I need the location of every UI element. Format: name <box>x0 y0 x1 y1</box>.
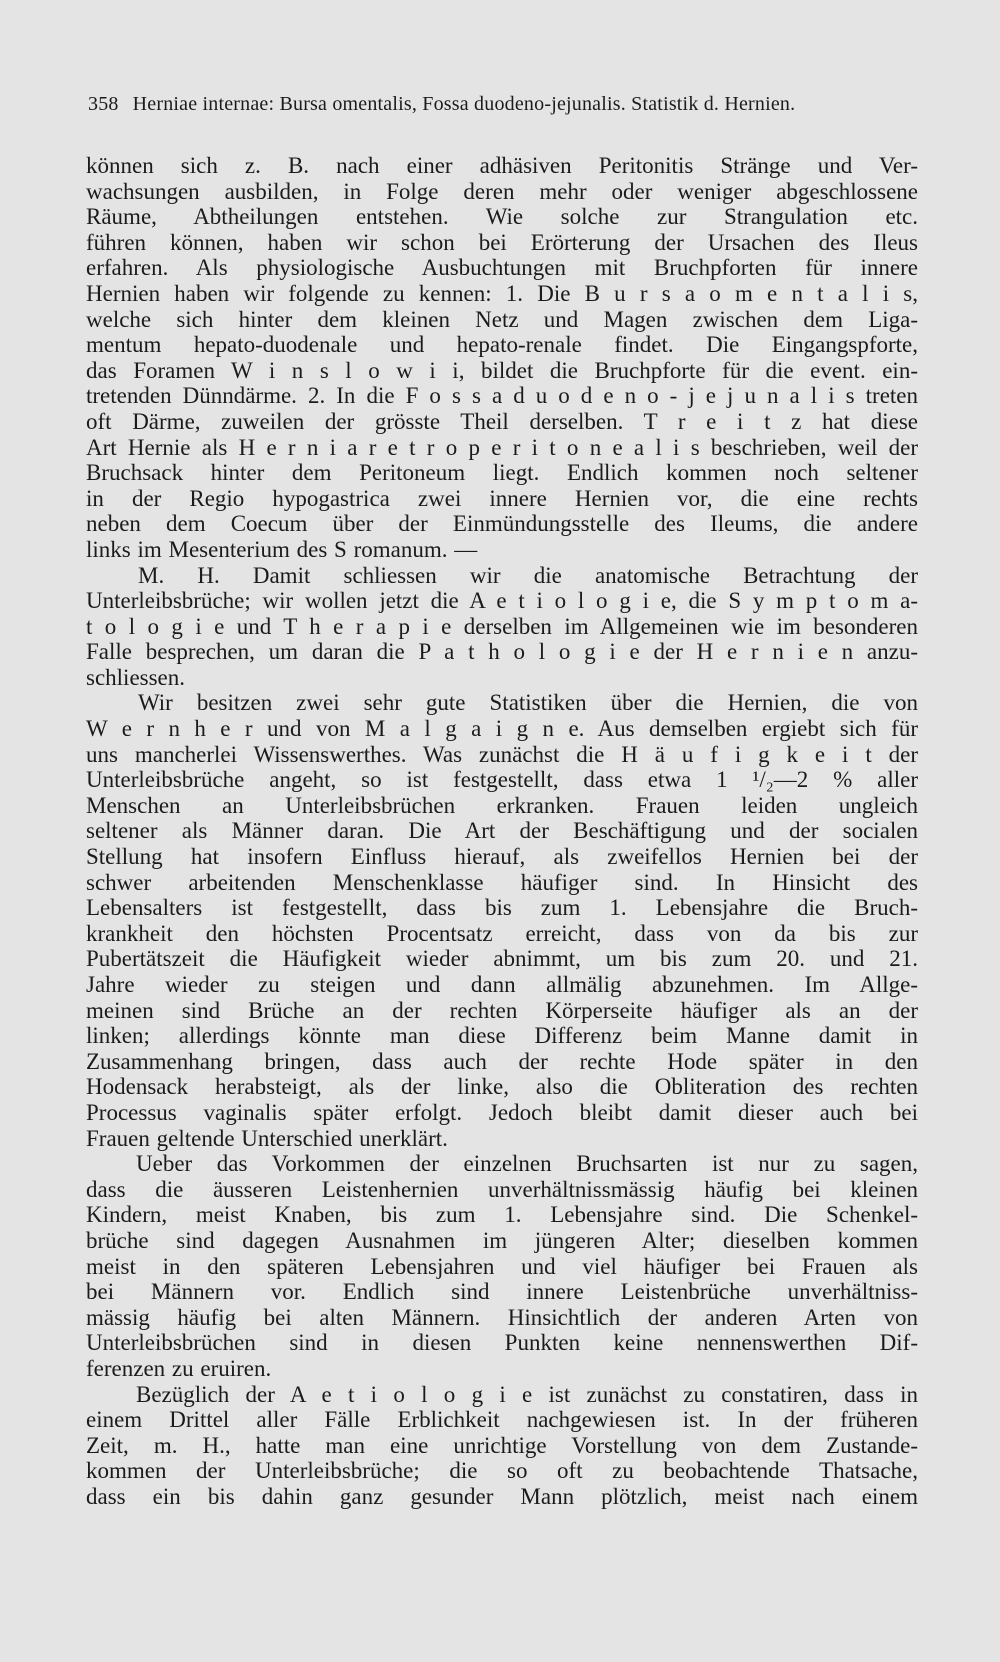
page-number: 358 <box>88 93 119 115</box>
text-line: Jahre wieder zu steigen und dann allmälig abzunehmen. Im Allge- <box>86 972 918 997</box>
text-line: uns mancherlei Wissenswerthes. Was zunächst die H ä u f i g k e i t der <box>86 741 918 767</box>
text-line: Ueber das Vorkommen der einzelnen Bruchsarten ist nur zu sagen, <box>136 1151 918 1177</box>
text-line: neben dem Coecum über der Einmündungsstelle des Ileums, die andere <box>86 511 918 537</box>
text-line: Lebensalters ist festgestellt, dass bis zum 1. Lebensjahre die Bruch- <box>86 895 918 921</box>
text-line: schliessen. <box>86 664 186 690</box>
text-line: Processus vaginalis später erfolgt. Jedoch bleibt damit dieser auch bei <box>86 1099 918 1125</box>
text-line: meinen sind Brüche an der rechten Körperseite häufiger als an der <box>86 997 918 1023</box>
text-line: ferenzen zu eruiren. <box>86 1355 272 1381</box>
text-line: Art Hernie als H e r n i a r e t r o p e r i t o n e a l i s beschrieben, weil der <box>86 434 918 460</box>
text-line: W e r n h e r und von M a l g a i g n e. Aus demselben ergiebt sich für <box>86 716 918 742</box>
text-line: Pubertätszeit die Häufigkeit wieder abnimmt, um bis zum 20. und 21. <box>86 946 918 972</box>
text-line: Räume, Abtheilungen entstehen. Wie solche zur Strangulation etc. <box>86 204 918 230</box>
text-line: welche sich hinter dem kleinen Netz und Magen zwischen dem Liga- <box>86 306 918 332</box>
text-line: in der Regio hypogastrica zwei innere Hernien vor, die eine rechts <box>86 485 918 511</box>
text-line: kommen der Unterleibsbrüche; die so oft zu beobachtende Thatsache, <box>86 1458 918 1484</box>
text-line: Wir besitzen zwei sehr gute Statistiken über die Hernien, die von <box>138 690 918 716</box>
text-line: mentum hepato-duodenale und hepato-renale findet. Die Eingangspforte, <box>86 332 918 358</box>
text-line: Zusammenhang bringen, dass auch der rechte Hode später in den <box>86 1048 918 1074</box>
text-line: erfahren. Als physiologische Ausbuchtungen mit Bruchpforten für innere <box>86 255 918 281</box>
text-line: Stellung hat insofern Einfluss hierauf, als zweifellos Hernien bei der <box>86 844 918 870</box>
text-line: Menschen an Unterleibsbrüchen erkranken. Frauen leiden ungleich <box>86 792 918 818</box>
text-line: M. H. Damit schliessen wir die anatomische Betrachtung der <box>138 562 918 588</box>
text-line: schwer arbeitenden Menschenklasse häufiger sind. In Hinsicht des <box>86 869 918 895</box>
text-line: dass die äusseren Leistenhernien unverhältnissmässig häufig bei kleinen <box>86 1176 918 1202</box>
text-line: linken; allerdings könnte man diese Differenz beim Manne damit in <box>86 1023 918 1049</box>
text-line: Falle besprechen, um daran die P a t h o l o g i e der H e r n i e n anzu- <box>86 639 918 665</box>
text-line: einem Drittel aller Fälle Erblichkeit nachgewiesen ist. In der früheren <box>86 1407 918 1433</box>
body-text <box>86 153 918 1509</box>
text-line: Unterleibsbrüchen sind in diesen Punkten keine nennenswerthen Dif- <box>86 1330 918 1356</box>
text-line: bei Männern vor. Endlich sind innere Leistenbrüche unverhältniss- <box>86 1279 918 1305</box>
text-line: das Foramen W i n s l o w i i, bildet die Bruchpforte für die event. ein- <box>86 357 918 383</box>
text-line: oft Därme, zuweilen der grösste Theil derselben. T r e i t z hat diese <box>86 408 918 434</box>
text-line: links im Mesenterium des S romanum. — <box>86 536 478 562</box>
text-line: seltener als Männer daran. Die Art der Beschäftigung und der socialen <box>86 818 918 844</box>
text-line: Frauen geltende Unterschied unerklärt. <box>86 1125 448 1151</box>
text-line: wachsungen ausbilden, in Folge deren mehr oder weniger abgeschlossene <box>86 178 918 204</box>
text-line: meist in den späteren Lebensjahren und viel häufiger bei Frauen als <box>86 1253 918 1279</box>
text-line: Hodensack herabsteigt, als der linke, also die Obliteration des rechten <box>86 1074 918 1100</box>
running-title: Herniae internae: Bursa omentalis, Fossa duodeno-jejunalis. Statistik d. Hernien. <box>132 93 796 115</box>
text-line: können sich z. B. nach einer adhäsiven Peritonitis Stränge und Ver- <box>86 153 918 178</box>
text-line: Bruchsack hinter dem Peritoneum liegt. Endlich kommen noch seltener <box>86 460 918 486</box>
text-line: tretenden Dünndärme. 2. In die F o s s a d u o d e n o - j e j u n a l i s treten <box>86 383 918 409</box>
text-line: krankheit den höchsten Procentsatz erreicht, dass von da bis zur <box>86 920 918 946</box>
text-line: Bezüglich der A e t i o l o g i e ist zunächst zu constatiren, dass in <box>136 1381 918 1407</box>
text-line: führen können, haben wir schon bei Erörterung der Ursachen des Ileus <box>86 229 918 255</box>
text-line: t o l o g i e und T h e r a p i e derselben im Allgemeinen wie im besonderen <box>86 613 918 639</box>
text-line: Zeit, m. H., hatte man eine unrichtige Vorstellung von dem Zustande- <box>86 1432 918 1458</box>
text-line: Hernien haben wir folgende zu kennen: 1. Die B u r s a o m e n t a l i s, <box>86 280 918 306</box>
text-line: Kindern, meist Knaben, bis zum 1. Lebensjahre sind. Die Schenkel- <box>86 1202 918 1228</box>
text-line: Unterleibsbrüche angeht, so ist festgestellt, dass etwa 1 ¹/₂—2 % aller <box>86 767 918 793</box>
text-line: brüche sind dagegen Ausnahmen im jüngeren Alter; dieselben kommen <box>86 1227 918 1253</box>
text-line: mässig häufig bei alten Männern. Hinsichtlich der anderen Arten von <box>86 1304 918 1330</box>
text-line: dass ein bis dahin ganz gesunder Mann plötzlich, meist nach einem <box>86 1483 918 1509</box>
text-line: Unterleibsbrüche; wir wollen jetzt die A e t i o l o g i e, die S y m p t o m a- <box>86 588 918 614</box>
running-header <box>88 93 918 123</box>
